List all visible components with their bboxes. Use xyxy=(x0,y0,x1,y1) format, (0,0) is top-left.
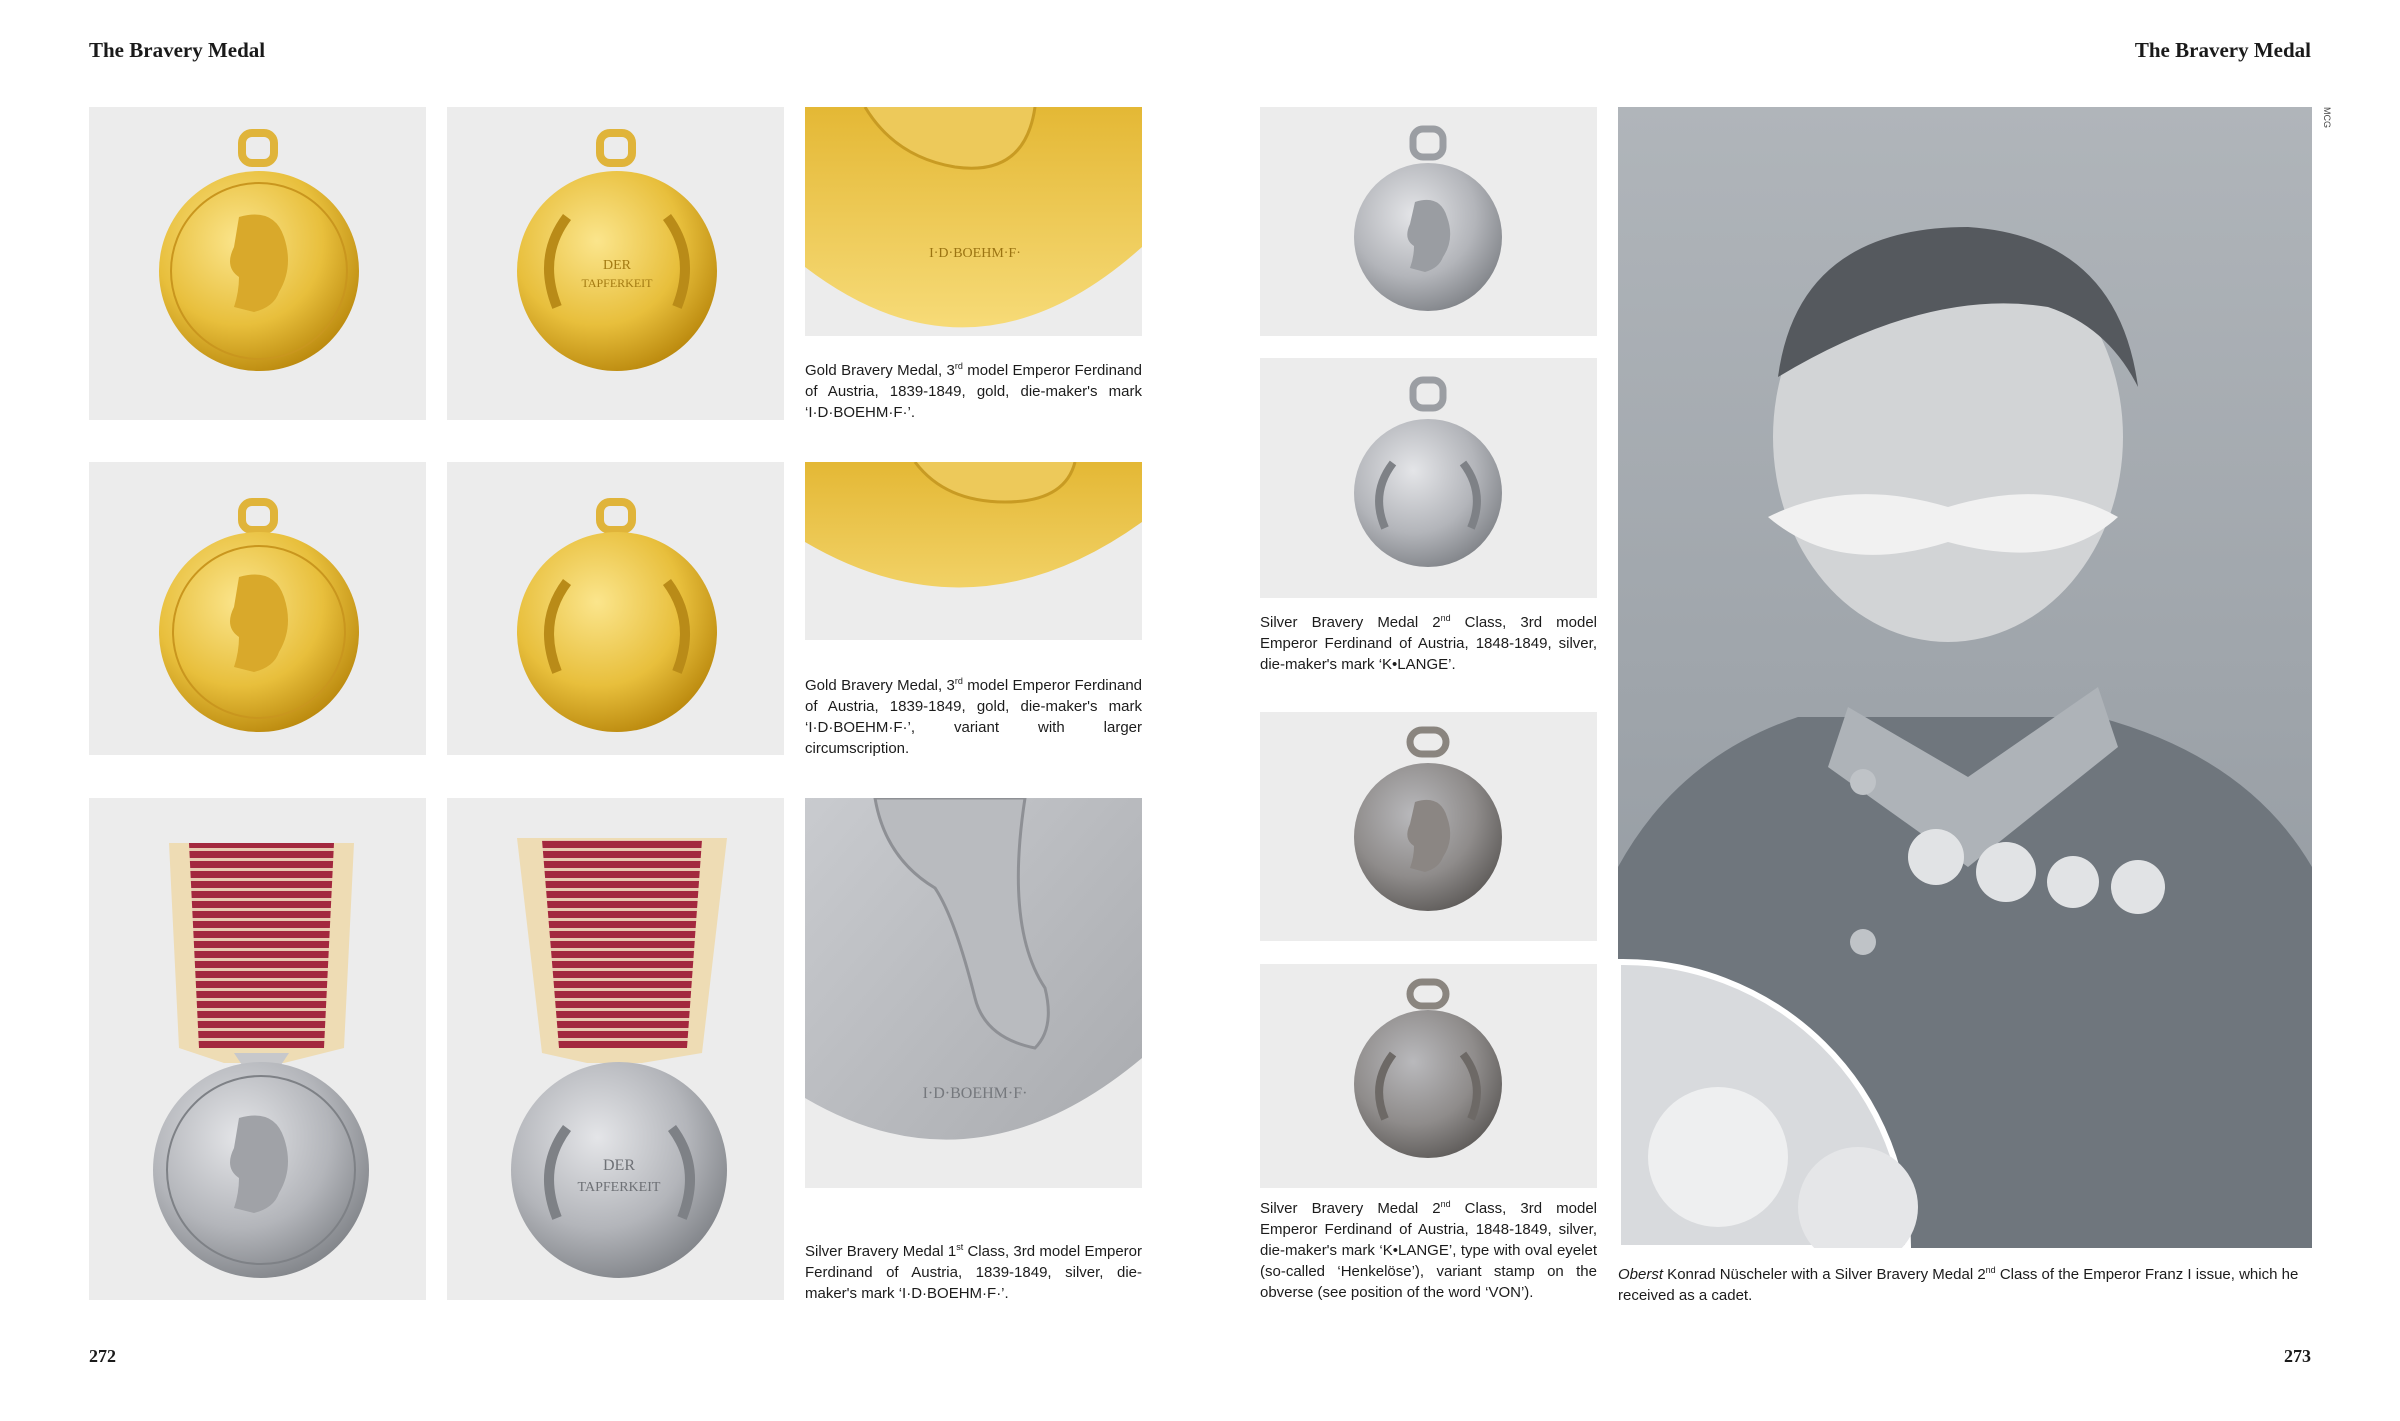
gold-medal-obverse-variant-image xyxy=(89,462,426,755)
caption-silver-2nd-a-pre: Silver Bravery Medal 2 xyxy=(1260,614,1441,631)
gold-closeup-2-image xyxy=(805,462,1142,640)
caption-silver-2nd-a-post: Class, 3rd model Emperor Ferdinand of Austria, 1848-1849, silver, die-maker's mark ‘K•LANGE’. xyxy=(1260,614,1597,673)
photo-gold-closeup-2 xyxy=(805,462,1142,640)
photo-credit: MCG xyxy=(2322,107,2332,128)
running-head-left: The Bravery Medal xyxy=(89,38,266,62)
caption-gold-2-pre: Gold Bravery Medal, 3 xyxy=(805,677,955,694)
caption-portrait-post: Class of the Emperor Franz I issue, which he received as a cadet. xyxy=(1618,1266,2299,1304)
caption-silver-2nd-a-sup: nd xyxy=(1440,613,1451,623)
silver-reverse-text-1: DER xyxy=(603,1157,635,1174)
gold-closeup-image xyxy=(805,107,1142,336)
caption-portrait xyxy=(1618,1264,2312,1306)
folio-right: 273 xyxy=(2284,1346,2311,1366)
photo-silver-2nd-obverse-b xyxy=(1260,712,1597,941)
silver-2nd-reverse-b-image xyxy=(1260,964,1597,1188)
silver-2nd-reverse-a-image xyxy=(1260,358,1597,598)
caption-portrait-sup: nd xyxy=(1985,1265,1996,1275)
medal-reverse-text-2: TAPFERKEIT xyxy=(581,276,653,290)
caption-gold-1-sup: rd xyxy=(954,361,963,371)
caption-silver-2nd-a xyxy=(1260,612,1597,675)
caption-gold-1-post: model Emperor Ferdinand of Austria, 1839-1849, gold, die-maker's mark ‘I·D·BOEHM·F·’. xyxy=(805,362,1143,421)
caption-silver-1st-sup: st xyxy=(956,1242,964,1252)
photo-silver-2nd-reverse-a xyxy=(1260,358,1597,598)
caption-portrait-italic: Oberst xyxy=(1618,1266,1664,1283)
silver-medal-ribbon-obverse-image xyxy=(89,798,426,1300)
caption-gold-1-pre: Gold Bravery Medal, 3 xyxy=(805,362,955,379)
photo-silver-1st-reverse xyxy=(447,798,784,1300)
photo-silver-1st-obverse xyxy=(89,798,426,1300)
silver-reverse-text-2: TAPFERKEIT xyxy=(577,1180,661,1195)
silver-medal-ribbon-reverse-image xyxy=(447,798,784,1300)
photo-gold-reverse-variant xyxy=(447,462,784,755)
caption-silver-2nd-b-pre: Silver Bravery Medal 2 xyxy=(1260,1200,1441,1217)
gold-medal-reverse-image xyxy=(447,107,784,420)
caption-gold-2 xyxy=(805,675,1142,759)
photo-silver-2nd-obverse-a xyxy=(1260,107,1597,336)
caption-silver-2nd-b-sup: nd xyxy=(1440,1199,1451,1209)
folio-left: 272 xyxy=(89,1346,116,1366)
medal-reverse-text-1: DER xyxy=(603,258,631,273)
photo-gold-closeup-1 xyxy=(805,107,1142,336)
die-mark-text-1: I·D·BOEHM·F· xyxy=(929,246,1021,261)
photo-silver-closeup xyxy=(805,798,1142,1188)
die-mark-text-2: I·D·BOEHM·F· xyxy=(922,1085,1028,1102)
caption-gold-2-post: model Emperor Ferdinand of Austria, 1839-1849, gold, die-maker's mark ‘I·D·BOEHM·F·’, variant with larger circumscription. xyxy=(805,677,1143,757)
caption-silver-2nd-b-post: Class, 3rd model Emperor Ferdinand of Austria, 1848-1849, silver, die-maker's mark ‘K•LANGE’, type with oval eyelet (so-called ‘Henkelöse’), variant stamp on the obverse (see position of the word ‘VON’). xyxy=(1260,1200,1597,1301)
caption-silver-1st-pre: Silver Bravery Medal 1 xyxy=(805,1243,957,1260)
caption-silver-1st xyxy=(805,1241,1142,1304)
photo-gold-obverse xyxy=(89,107,426,420)
portrait-image xyxy=(1618,107,2312,1248)
silver-closeup-image xyxy=(805,798,1142,1188)
photo-gold-obverse-variant xyxy=(89,462,426,755)
caption-gold-1 xyxy=(805,360,1142,423)
running-head-right: The Bravery Medal xyxy=(2134,38,2311,62)
silver-2nd-obverse-b-image xyxy=(1260,712,1597,941)
silver-2nd-obverse-a-image xyxy=(1260,107,1597,336)
caption-silver-1st-post: Class, 3rd model Emperor Ferdinand of Austria, 1839-1849, silver, die-maker's mark ‘I·D·BOEHM·F·’. xyxy=(805,1243,1142,1302)
gold-medal-reverse-variant-image xyxy=(447,462,784,755)
caption-gold-2-sup: rd xyxy=(954,676,963,686)
caption-silver-2nd-b xyxy=(1260,1198,1597,1303)
photo-silver-2nd-reverse-b xyxy=(1260,964,1597,1188)
photo-gold-reverse xyxy=(447,107,784,420)
gold-medal-obverse-image xyxy=(89,107,426,420)
portrait-photo xyxy=(1618,107,2312,1248)
caption-portrait-pre: Konrad Nüscheler with a Silver Bravery Medal 2 xyxy=(1663,1266,1986,1283)
